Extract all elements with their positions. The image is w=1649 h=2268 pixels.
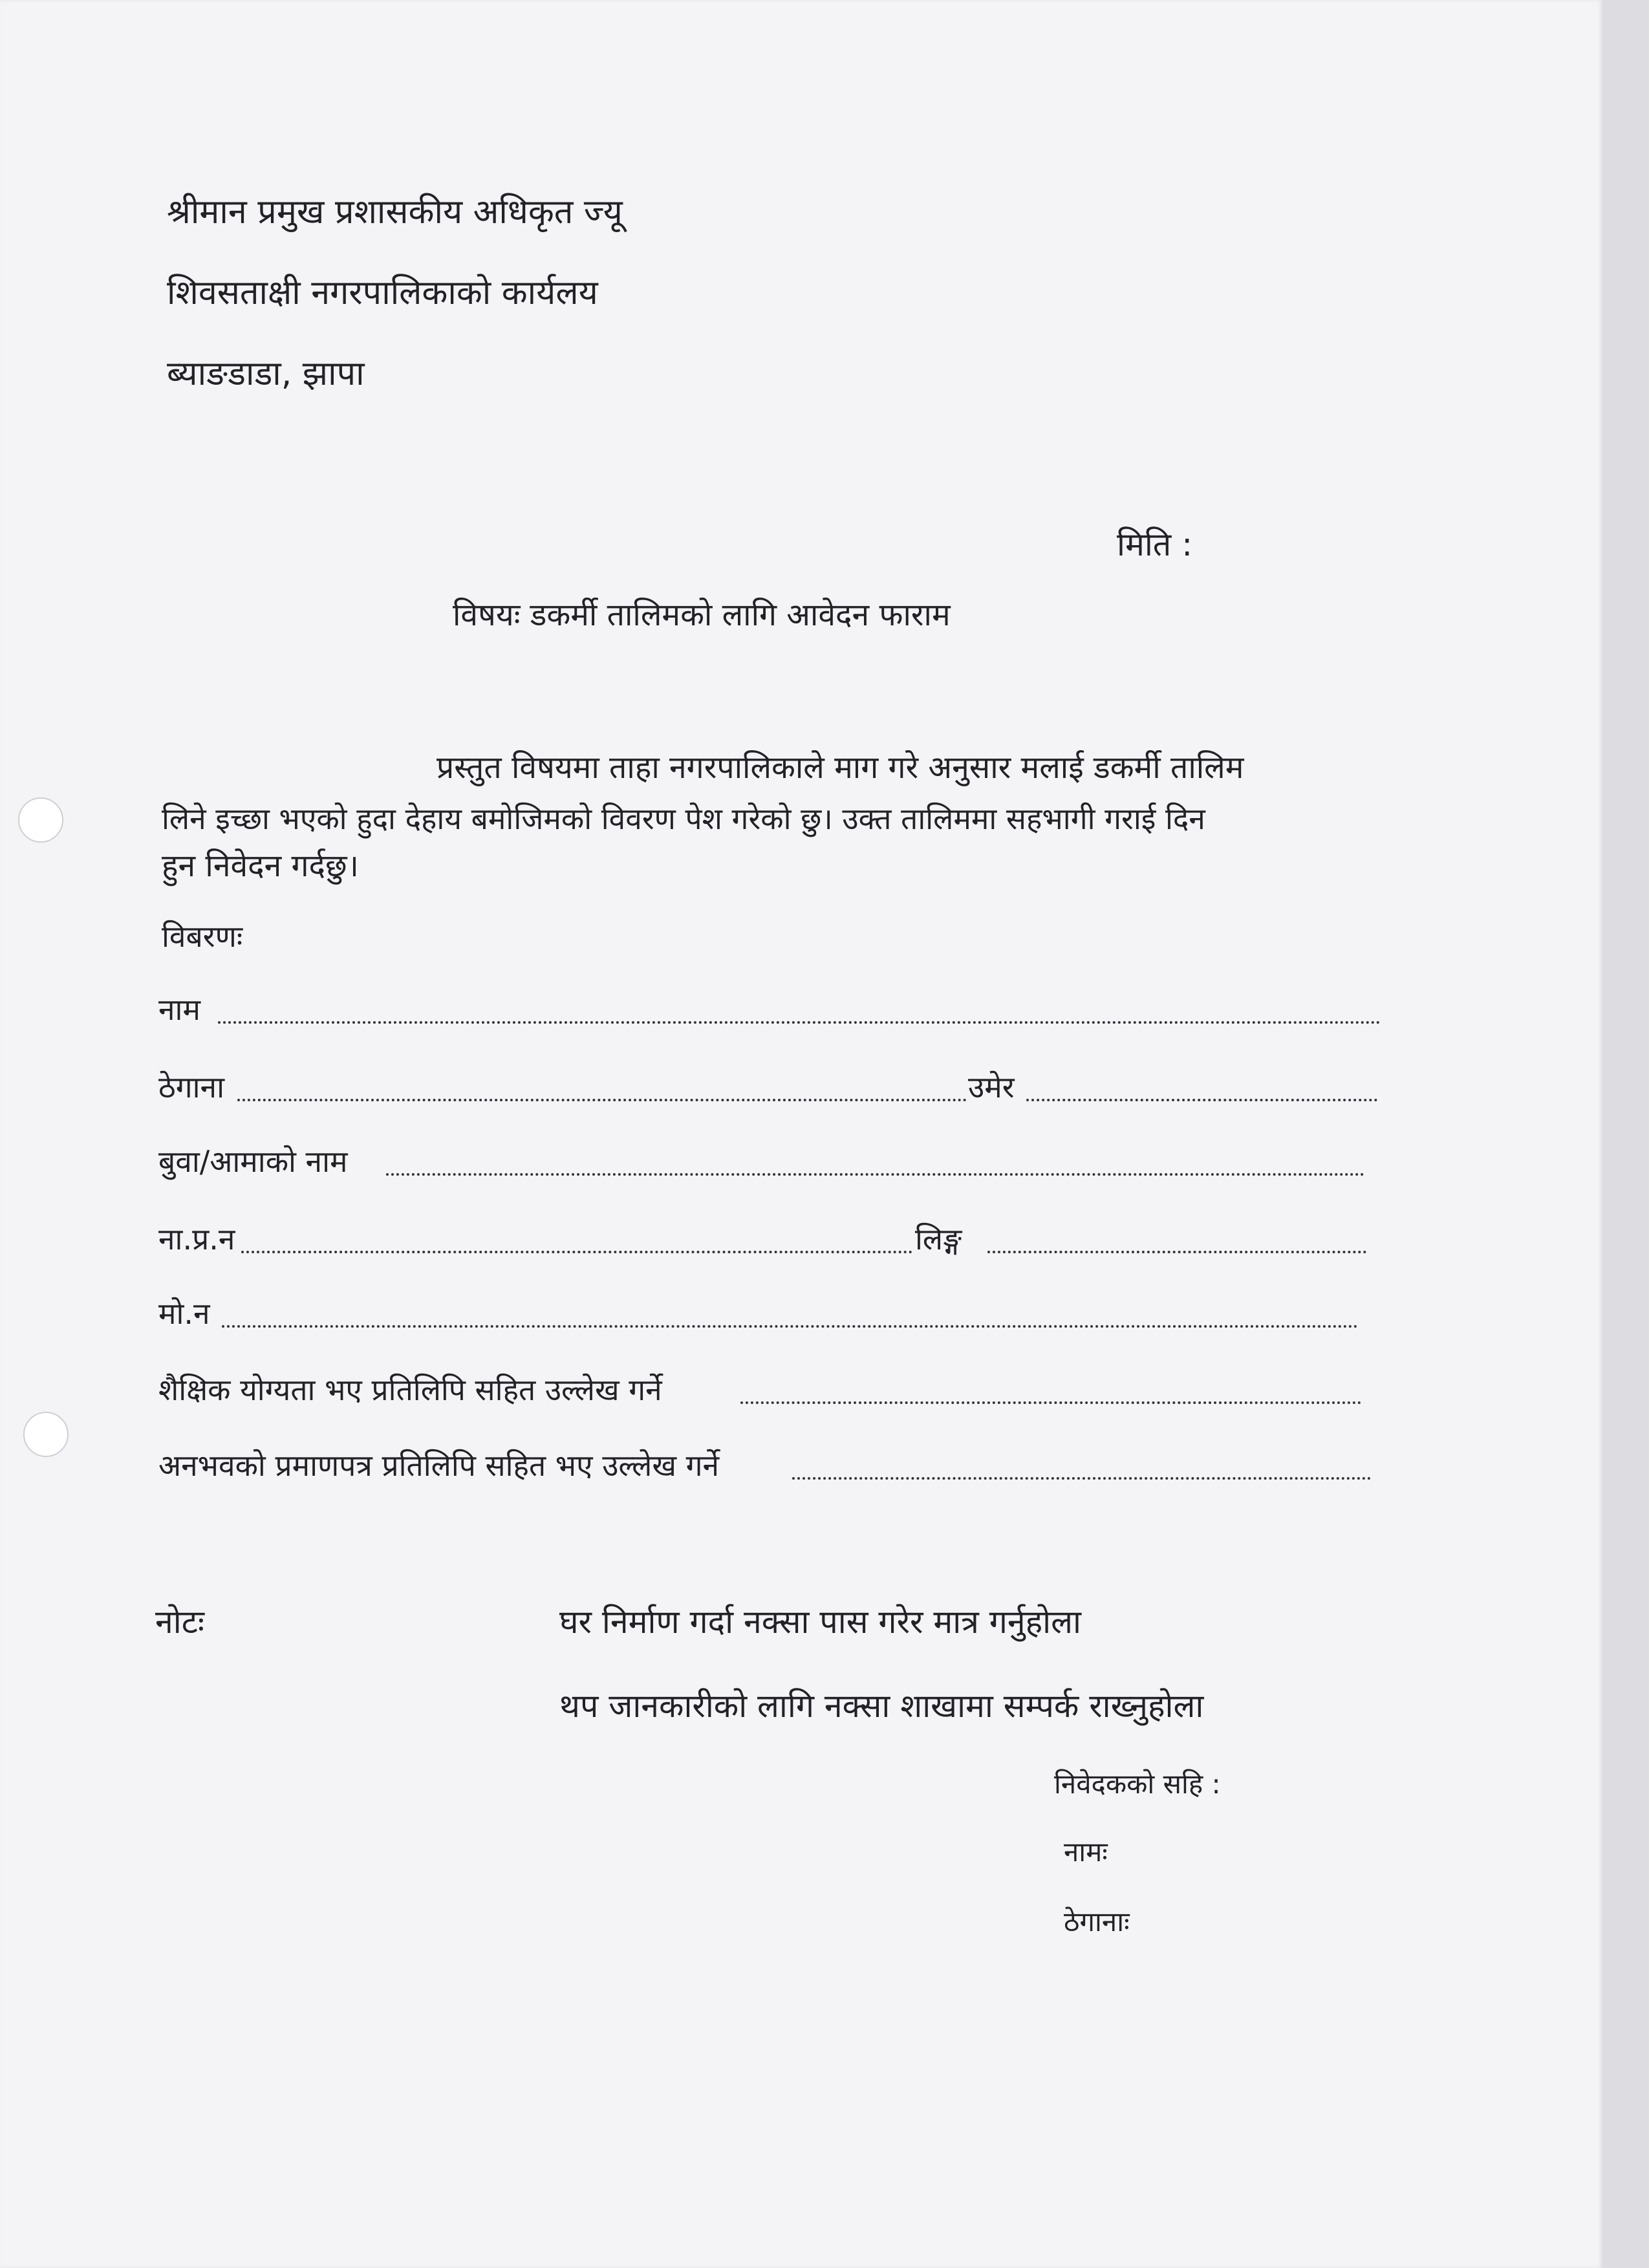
gender-label: लिङ्ग [915, 1222, 962, 1257]
details-heading: विबरणः [162, 919, 243, 954]
note-line-1: घर निर्माण गर्दा नक्सा पास गरेर मात्र गर्नुहोला [559, 1603, 1081, 1641]
addressee-line-3: ब्याङडाडा, झापा [167, 354, 365, 393]
age-label: उमेर [968, 1070, 1015, 1105]
name-field[interactable] [158, 993, 1381, 1031]
education-blank-line[interactable] [740, 1401, 1361, 1404]
date-label: मिति : [1117, 526, 1193, 563]
name-label: नाम [158, 992, 200, 1027]
applicant-address-label: ठेगानाः [1064, 1906, 1130, 1938]
mobile-label: मो.न [158, 1296, 210, 1331]
note-label: नोटः [155, 1603, 204, 1641]
age-blank-line[interactable] [1026, 1099, 1377, 1101]
mobile-field[interactable] [158, 1297, 1358, 1335]
parent-name-blank-line[interactable] [386, 1173, 1364, 1176]
name-blank-line[interactable] [218, 1021, 1381, 1024]
address-blank-line[interactable] [237, 1099, 967, 1101]
experience-blank-line[interactable] [792, 1477, 1371, 1480]
education-field[interactable] [158, 1373, 1361, 1412]
mobile-blank-line[interactable] [222, 1325, 1358, 1328]
body-line-2: लिने इच्छा भएको हुदा देहाय बमोजिमको विवरण पेश गरेको छु। उक्त तालिममा सहभागी गराई दिन [162, 801, 1205, 836]
applicant-signature-label: निवेदकको सहि : [1054, 1768, 1221, 1800]
punch-hole-bottom [23, 1412, 69, 1457]
subject-line: विषयः डकर्मी तालिमको लागि आवेदन फाराम [453, 597, 951, 633]
citizenship-blank-line[interactable] [241, 1251, 912, 1253]
citizenship-label: ना.प्र.न [158, 1222, 235, 1257]
address-label: ठेगाना [158, 1070, 224, 1105]
body-line-3: हुन निवेदन गर्दछु। [162, 848, 359, 884]
parent-name-label: बुवा/आमाको नाम [158, 1144, 348, 1179]
experience-field[interactable] [158, 1449, 1371, 1487]
note-line-2: थप जानकारीको लागि नक्सा शाखामा सम्पर्क राख्नुहोला [559, 1687, 1204, 1725]
gender-blank-line[interactable] [987, 1251, 1366, 1253]
body-line-1: प्रस्तुत विषयमा ताहा नगरपालिकाले माग गरे अनुसार मलाई डकर्मी तालिम [436, 750, 1244, 786]
punch-hole-top [18, 797, 63, 843]
address-age-field[interactable] [158, 1070, 1377, 1109]
experience-label: अनभवको प्रमाणपत्र प्रतिलिपि सहित भए उल्लेख गर्ने [158, 1448, 720, 1483]
addressee-line-2: शिवसताक्षी नगरपालिकाको कार्यलय [167, 274, 598, 312]
parent-name-field[interactable] [158, 1145, 1364, 1183]
citizenship-gender-field[interactable] [158, 1222, 1366, 1261]
applicant-name-label: नामः [1064, 1836, 1108, 1868]
education-label: शैक्षिक योग्यता भए प्रतिलिपि सहित उल्लेख गर्ने [158, 1372, 662, 1407]
scanner-edge [1602, 0, 1649, 2268]
addressee-line-1: श्रीमान प्रमुख प्रशासकीय अधिकृत ज्यू [167, 193, 623, 232]
